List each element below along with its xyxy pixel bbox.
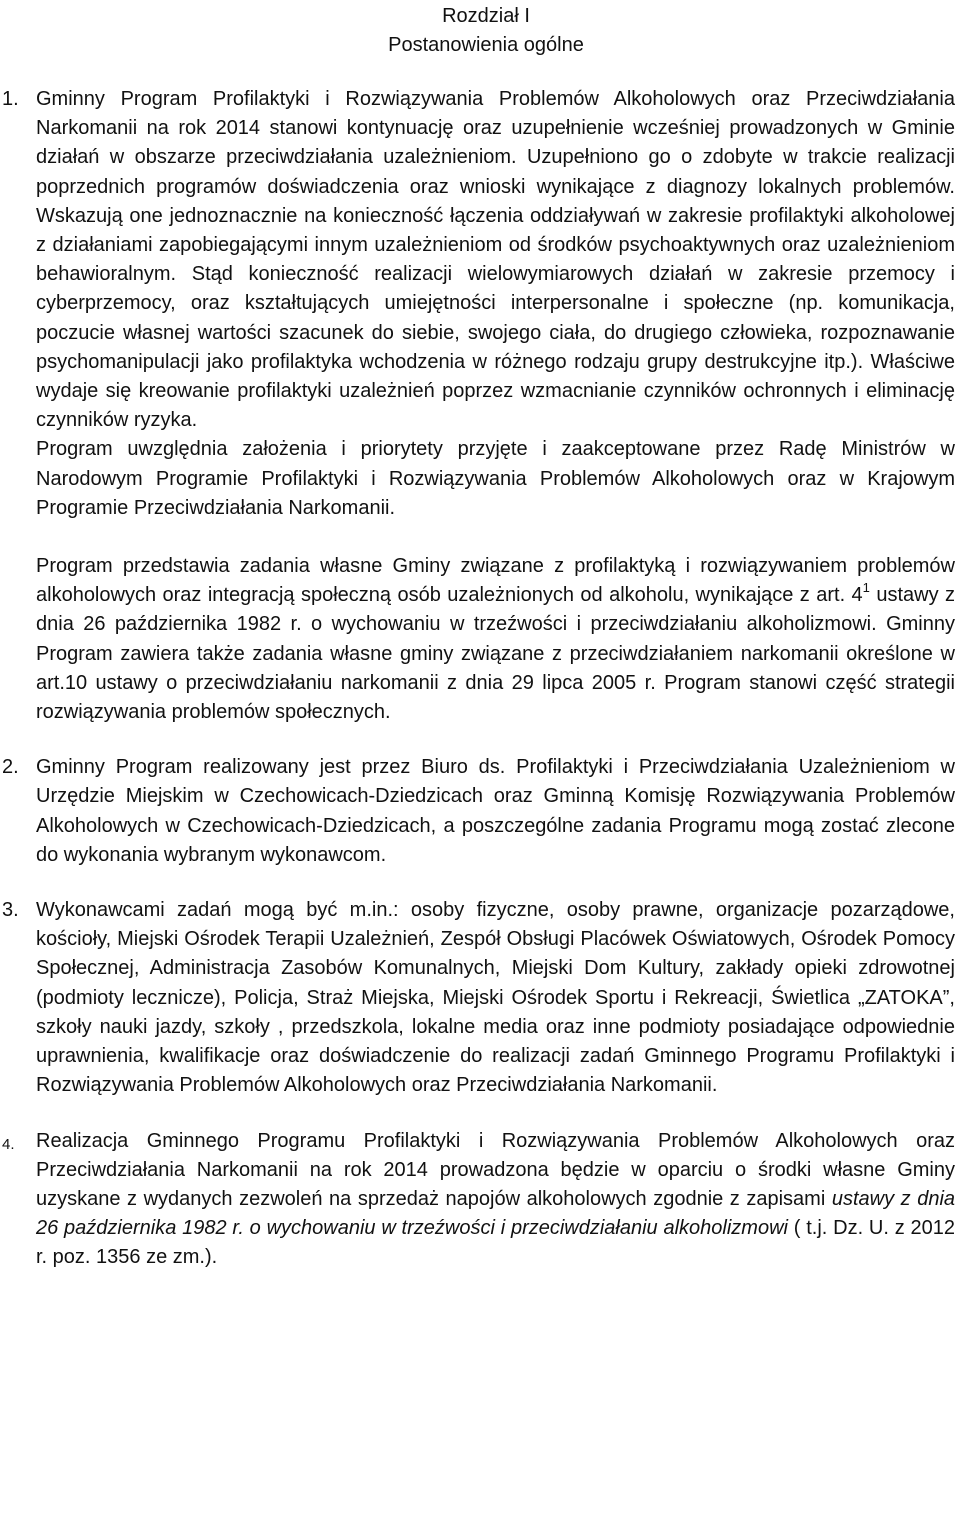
act-reference-italic: ustawy z dnia 26 października 1982 r. o wychowaniu w trzeźwości i przeciwdziałaniu alkoholizmowi [36,1187,956,1240]
section-number: 2. [2,756,19,779]
section-4 [2,1127,956,1273]
section-2-paragraph: Gminny Program realizowany jest przez Biuro ds. Profilaktyki i Przeciwdziałania Uzależnieniom w Urzędzie Miejskim w Czechowicach-Dziedzicach oraz Gminną Komisję Rozwiązywania Problemów Alkoholowych w Czechowicach-Dziedzicach, a poszczególne zadania Programu mogą zostać zlecone do wykonania wybranym wykonawcom. [36,756,955,866]
section-1-paragraph-1: Gminny Program Profilaktyki i Rozwiązywania Problemów Alkoholowych oraz Przeciwdziałania Narkomanii na rok 2014 stanowi kontynuację oraz uzupełnienie wcześniej prowadzonych w Gminie działań w obszarze przeciwdziałania uzależnieniom. Uzupełniono go o zdobyte w trakcie realizacji poprzednich programów doświadczenia oraz wnioski wynikające z diagnozy lokalnych problemów. Wskazują one jednoznacznie na konieczność łączenia oddziaływań w zakresie profilaktyki alkoholowej z działaniami zapobiegającymi innym uzależnieniom od środków psychoaktywnych oraz uzależnieniom behawioralnym. Stąd konieczność realizacji wielowymiarowych działań w zakresie przemocy i cyberprzemocy, oraz kształtujących umiejętności interpersonalne i społeczne (np. komunikacja, poczucie własnej wartości szacunek do siebie, swojego ciała, do drugiego człowieka, rozpoznawanie psychomanipulacji jako profilaktyka wchodzenia w różnego rodzaju grupy destrukcyjne itp.). Właściwe wydaje się kreowanie profilaktyki uzależnień poprzez wzmacnianie czynników ochronnych i eliminację czynników ryzyka. [36,88,955,432]
paragraph-3-text-b: ustawy z dnia 26 października 1982 r. o wychowaniu w trzeźwości i przeciwdziałaniu alkoholizmowi. Gminny Program zawiera także zadania własne gminy związane z przeciwdziałaniem narkomanii określone w art.10 ustawy o przeciwdziałaniu narkomanii z dnia 29 lipca 2005 r. Program stanowi część strategii rozwiązywania problemów społecznych. [36,584,955,724]
section-2 [2,753,955,870]
section-1 [2,85,955,727]
article-superscript: 1 [862,580,870,596]
chapter-title: Rozdział I [442,5,530,27]
chapter-subtitle: Postanowienia ogólne [388,34,584,56]
paragraph-3-text-a: Program przedstawia zadania własne Gminy związane z profilaktyką i rozwiązywaniem problemów alkoholowych oraz integracją społeczną osób uzależnionych od alkoholu, wynikające z art. 4 [36,555,955,607]
section-4-text-a: Realizacja Gminnego Programu Profilaktyki i Rozwiązywania Problemów Alkoholowych oraz Przeciwdziałania Narkomanii na rok 2014 prowadzona będzie w oparciu o środki własne Gminy uzyskane z wydanych zezwoleń na sprzedaż napojów alkoholowych zgodnie z zapisami [36,1129,955,1210]
section-number: 1. [2,88,19,110]
chapter-heading [36,0,936,60]
section-number: 4. [2,1135,15,1153]
section-4-text-c: ( t.j. Dz. U. z 2012 r. poz. 1356 ze zm.). [36,1217,955,1269]
section-1-paragraph-3 [36,552,955,727]
section-1-paragraph-2: Program uwzględnia założenia i priorytety przyjęte i zaakceptowane przez Radę Ministrów w Narodowym Programie Profilaktyki i Rozwiązywania Problemów Alkoholowych oraz w Krajowym Programie Przeciwdziałania Narkomanii. [36,438,955,519]
section-number: 3. [2,899,19,922]
section-3-paragraph: Wykonawcami zadań mogą być m.in.: osoby fizyczne, osoby prawne, organizacje pozarządowe, kościoły, Miejski Ośrodek Terapii Uzależnień, Zespół Obsługi Placówek Oświatowych, Ośrodek Pomocy Społecznej, Administracja Zasobów Komunalnych, Miejski Dom Kultury, zakłady opieki zdrowotnej (podmioty lecznicze), Policja, Straż Miejska, Miejski Ośrodek Sportu i Rekreacji, Świetlica „ZATOKA”, szkoły nauki jazdy, szkoły , przedszkola, lokalne media oraz inne podmioty posiadające odpowiednie uprawnienia, kwalifikacje oraz doświadczenie do realizacji zadań Gminnego Programu Profilaktyki i Rozwiązywania Problemów Alkoholowych oraz Przeciwdziałania Narkomanii. [36,899,955,1097]
section-3 [2,896,955,1100]
section-4-paragraph [36,1127,955,1273]
